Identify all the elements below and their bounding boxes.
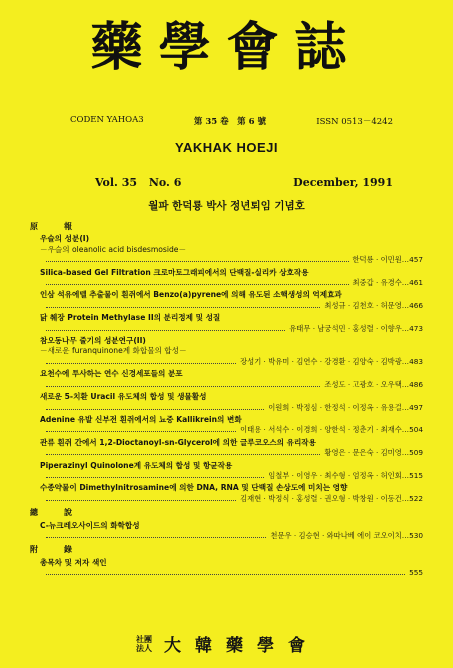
toc-section-heading — [30, 545, 423, 555]
publisher-type-line-1: 社團 — [136, 633, 152, 644]
article-title: 요천수에 투사하는 연수 신경세포들의 분포 — [40, 369, 183, 379]
page-number: 461 — [409, 278, 423, 288]
page-number: 466 — [409, 300, 423, 310]
article-authors: 최중갑 · 유경수 — [352, 278, 402, 288]
issue-line — [95, 176, 393, 189]
dot-leader — [46, 307, 320, 308]
toc-entry — [40, 521, 423, 542]
article-title: Silica-based Gel Filtration 크로마토그래피에서의 단백질-실리카 상호작용 — [40, 267, 309, 277]
section-heading-text: 附 錄 — [30, 545, 81, 555]
page-number: 483 — [409, 356, 423, 366]
toc-entry — [40, 290, 423, 311]
toc-entry — [40, 415, 423, 436]
author-page-line — [40, 403, 423, 413]
article-title: Piperazinyl Quinolone계 유도체의 합성 및 항균작용 — [40, 460, 233, 470]
romanized-title: YAKHAK HOEJI — [174, 140, 279, 155]
author-page-line — [40, 448, 423, 458]
author-page-line — [40, 324, 423, 334]
article-subtitle: －우슬의 oleanolic acid bisdesmoside－ — [40, 244, 187, 254]
toc-entry — [40, 558, 423, 579]
dot-leader — [46, 409, 264, 410]
toc-entry — [40, 268, 423, 289]
dot-leader — [46, 330, 285, 331]
page-number: 497 — [409, 402, 423, 412]
publisher-name: 大韓藥學會 — [164, 636, 319, 656]
dot-leader — [46, 454, 320, 455]
dot-leader — [46, 500, 236, 501]
article-authors: 이원희 · 박정심 · 한정석 · 이정옥 · 유용걸 — [268, 402, 402, 412]
article-title: 수종약물이 Dimethylnitrosamine에 의한 DNA, RNA 및 단백질 손상도에 미치는 영향 — [40, 483, 348, 493]
leader-ellipsis: … — [401, 493, 410, 503]
author-page-line — [40, 494, 423, 504]
article-authors: 천문우 · 김승현 · 와따나베 에이 코오이치 — [270, 530, 402, 540]
article-authors: 황영은 · 문은숙 · 김미영 — [324, 448, 402, 458]
toc-entry — [40, 313, 423, 334]
publisher-type — [134, 635, 154, 653]
page-number: 504 — [409, 425, 423, 435]
article-title: 닭 췌장 Protein Methylase II의 분리정제 및 성질 — [40, 313, 221, 323]
leader-ellipsis: … — [401, 255, 410, 265]
dot-leader — [46, 261, 349, 262]
issue-date: December, 1991 — [293, 176, 393, 189]
special-issue-title: 월파 한덕룡 박사 정년퇴임 기념호 — [148, 200, 305, 212]
article-title: 우슬의 성분(I) — [40, 234, 90, 244]
toc-entry — [40, 483, 423, 504]
author-page-line — [40, 278, 423, 288]
leader-ellipsis: … — [401, 356, 410, 366]
toc-section-heading — [30, 508, 423, 518]
toc-entry — [40, 461, 423, 482]
article-title: C-뉴크레오사이드의 화학합성 — [40, 520, 140, 530]
page-number: 509 — [409, 448, 423, 458]
toc-entry — [40, 392, 423, 413]
coden-code: CODEN YAHOA3 — [70, 115, 144, 125]
author-page-line — [40, 301, 423, 311]
article-title: 인삼 석유에텔 추출물이 흰쥐에서 Benzo(a)pyrene에 의해 유도된 소핵생성의 억제효과 — [40, 290, 342, 300]
article-authors: 임철부 · 이영우 · 최수형 · 엄정옥 · 허인회 — [268, 470, 402, 480]
toc-entry — [40, 336, 423, 367]
journal-title: 藥學會誌 — [90, 17, 363, 78]
article-authors: 장성기 · 박유미 · 김연수 · 강경환 · 김양숙 · 김박광 — [240, 356, 402, 366]
leader-ellipsis: … — [401, 402, 410, 412]
issn-number: ISSN 0513－4242 — [316, 117, 393, 127]
article-title: 총목차 및 저자 색인 — [40, 557, 107, 567]
author-page-line — [40, 255, 423, 265]
article-authors: 최성규 · 김천호 · 허문영 — [324, 300, 402, 310]
toc-entry — [40, 438, 423, 459]
leader-ellipsis: … — [401, 379, 410, 389]
page-number: 457 — [409, 255, 423, 265]
publisher-type-line-2: 法人 — [136, 642, 152, 653]
article-subtitle: －새로운 furanquinone계 화합물의 합성－ — [40, 346, 187, 356]
author-page-line — [40, 380, 423, 390]
page-number: 530 — [409, 530, 423, 540]
dot-leader — [46, 363, 236, 364]
author-page-line — [40, 531, 423, 541]
dot-leader — [46, 284, 349, 285]
leader-ellipsis: … — [401, 470, 410, 480]
toc-entry — [40, 369, 423, 390]
article-authors: 한덕룡 · 이민원 — [352, 255, 402, 265]
dot-leader — [46, 477, 264, 478]
page-number: 486 — [409, 379, 423, 389]
article-authors: 유태무 · 남궁석민 · 홍성렬 · 이향우 — [289, 323, 402, 333]
dot-leader — [46, 537, 266, 538]
article-authors: 김재현 · 박정식 · 홍성렬 · 권오형 · 박창원 · 이동건 — [240, 493, 402, 503]
leader-ellipsis: … — [401, 300, 410, 310]
toc-entry — [40, 234, 423, 265]
leader-ellipsis: … — [401, 448, 410, 458]
article-title: 관류 흰쥐 간에서 1,2-Dioctanoyl-sn-Glycerol에 의한 글루코오스의 유리작용 — [40, 437, 316, 447]
dot-leader — [46, 574, 405, 575]
article-title: 참오동나무 줄기의 성분연구(II) — [40, 336, 146, 346]
issue-number: No. 6 — [148, 176, 182, 189]
article-authors: 이태용 · 서석수 · 이경희 · 양한석 · 정춘기 · 최재수 — [240, 425, 402, 435]
author-page-line — [40, 357, 423, 367]
leader-ellipsis: … — [401, 323, 410, 333]
volume-number: Vol. 35 — [95, 176, 138, 189]
page-number: 522 — [409, 493, 423, 503]
article-authors: 조성도 · 고광호 · 오우택 — [324, 379, 402, 389]
publisher — [0, 631, 453, 656]
article-title: 새로운 5-치환 Uracil 유도체의 합성 및 생물활성 — [40, 392, 207, 402]
article-title: Adenine 유발 신부전 흰쥐에서의 뇨중 Kallikrein의 변화 — [40, 414, 242, 424]
volume-issue-hanja: 第 35 卷 第 6 號 — [193, 117, 266, 127]
author-page-line — [40, 471, 423, 481]
leader-ellipsis: … — [401, 425, 410, 435]
author-page-line — [40, 568, 423, 578]
section-heading-text: 總 說 — [30, 508, 81, 518]
leader-ellipsis: … — [401, 530, 410, 540]
journal-meta — [70, 115, 393, 127]
leader-ellipsis: … — [401, 278, 410, 288]
dot-leader — [46, 431, 236, 432]
toc-section-heading — [30, 222, 423, 232]
author-page-line — [40, 425, 423, 435]
section-heading-text: 原 報 — [30, 222, 81, 231]
page-number: 515 — [409, 470, 423, 480]
table-of-contents — [30, 218, 423, 579]
dot-leader — [46, 386, 320, 387]
page-number: 555 — [409, 568, 423, 578]
page-number: 473 — [409, 323, 423, 333]
